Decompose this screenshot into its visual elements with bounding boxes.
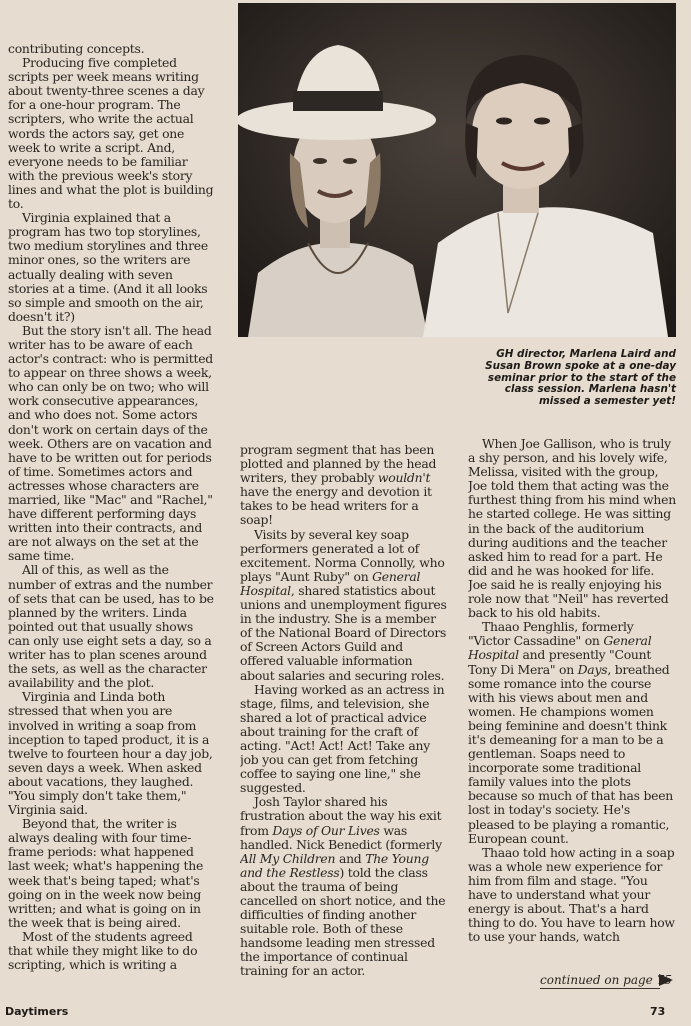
text-run: and — [335, 850, 366, 866]
photo-marlena-laird-susan-brown — [238, 3, 676, 337]
continued-rule — [540, 988, 660, 989]
article-column-3 — [468, 437, 676, 977]
magazine-name: Daytimers — [5, 1005, 69, 1018]
text-run: ) told the class about the trauma of being cancelled on short notice, and the difficulties of finding another suitable role. Both of these handsome leading men stressed the importance of continual training for an actor. — [240, 864, 446, 979]
emphasis-show-title: Days of Our Lives — [272, 822, 380, 838]
paragraph — [468, 620, 676, 846]
article-column-2 — [240, 443, 450, 1003]
paragraph — [240, 443, 450, 528]
paragraph: contributing concepts. — [8, 42, 145, 56]
paragraph: Virginia explained that a program has two top storylines, two medium storylines and three minor ones, so the writers are actually dealing with seven stories at a time. (And it all looks so simple and smooth on the air, doesn't it?) — [8, 210, 208, 324]
paragraph: All of this, as well as the number of extras and the number of sets that can be used, has to be planned by the writers. Linda pointed out that usually shows can only use eight sets a day, so a writer has to plan scenes around the sets, as well as the character availability and the plot. — [8, 562, 214, 691]
arrow-right-icon — [659, 974, 673, 986]
paragraph: When Joe Gallison, who is truly a shy person, and his lovely wife, Melissa, visited with the group, Joe told them that acting was the furthest thing from his mind when he started college. He was sitting in the back of the auditorium during auditions and the teacher asked him to read for a part. He did and he was hooked for life. Joe said he is really enjoying his role now that "Neil" has reverted back to his old habits. — [468, 437, 676, 621]
emphasis-show-title: General Hospital — [468, 633, 652, 663]
paragraph: Having worked as an actress in stage, films, and television, she shared a lot of practical advice about training for the craft of acting. "Act! Act! Act! Take any job you can get from fetching coffee to saying one line," she suggested. — [240, 681, 445, 796]
text-run: , shared statistics about unions and unemployment figures in the industry. She is a member of the National Board of Directors of Screen Actors Guild and offered valuable information about salaries and securing roles. — [240, 582, 447, 683]
paragraph: Thaao told how acting in a soap was a whole new experience for him from film and stage. "You have to understand what your energy is about. That's a hard thing to do. You have to learn how to use your hands, watch — [468, 844, 675, 945]
paragraph — [240, 795, 450, 978]
text-run: Josh Taylor shared his frustration about the way his exit from — [240, 794, 442, 838]
emphasis-show-title: General Hospital — [240, 568, 421, 598]
page-number: 73 — [650, 1005, 666, 1018]
text-run: Visits by several key soap performers generated a lot of excitement. Norma Connolly, who plays "Aunt Ruby" on — [240, 526, 445, 584]
paragraph: But the story isn't all. The head writer has to be aware of each actor's contract: who is permitted to appear on three shows a week, who can only be on two; who will work consecutive appearances, and who does not. Some actors don't work on certain days of the week. Others are on vacation and have to be written out for periods of time. Sometimes actors and actresses whose characters are married, like "Mac" and "Rachel," have different performing days written into their contracts, and are not always on the set at the same time. — [8, 322, 213, 564]
text-run: and presently "Count Tony Di Mera" on — [468, 647, 652, 677]
emphasis-show-title: Days — [577, 661, 608, 677]
text-run: , breathed some romance into the course with his views about men and women. He champions women being feminine and doesn't think it's demeaning for a man to be a gentleman. Soaps need to incorporate some traditional family values into the plots because so much of that has been lost in today's society. He's pleased to be playing a romantic, European count. — [468, 661, 674, 846]
photo-caption: GH director, Marlena Laird and Susan Brown spoke at a one-day seminar prior to the start of the class session. Marlena hasn't missed a semester yet! — [485, 348, 676, 408]
paragraph: Most of the students agreed that while they might like to do scripting, which is writing a — [8, 928, 198, 973]
text-run: have the energy and devotion it takes to be head writers for a soap! — [240, 484, 432, 528]
photo-illustration — [238, 3, 676, 337]
continued-on-page-link[interactable]: continued on page 75 — [540, 973, 672, 987]
emphasis-show-title: The Young and the Restless — [240, 850, 429, 880]
text-run: program segment that has been plotted and planned by the head writers, they probably — [240, 443, 437, 486]
text-run: was handled. Nick Benedict (formerly — [240, 822, 442, 852]
paragraph: Beyond that, the writer is always dealing with four time-frame periods: what happened last week; what's happening the week that's being taped; what's going on in the week now being written; and what is going on in the week that is being aired. — [8, 816, 204, 930]
text-run: Thaao Penghlis, formerly "Victor Cassadine" on — [468, 619, 634, 649]
paragraph: Producing five completed scripts per week means writing about twenty-three scenes a day for a one-hour program. The scripters, who write the actual words the actors say, get one week to write a script. And, everyone needs to be familiar with the previous week's story lines and what the plot is building to. — [8, 55, 214, 212]
emphasis-show-title: All My Children — [240, 850, 336, 866]
article-column-1 — [8, 42, 216, 1004]
paragraph — [240, 528, 450, 683]
paragraph: Virginia and Linda both stressed that when you are involved in writing a soap from inception to taped product, it is a twelve to fourteen hour a day job, seven days a week. When asked about vacations, they laughed. "You simply don't take them," Virginia said. — [8, 689, 213, 818]
emphasis: wouldn't — [377, 470, 431, 486]
